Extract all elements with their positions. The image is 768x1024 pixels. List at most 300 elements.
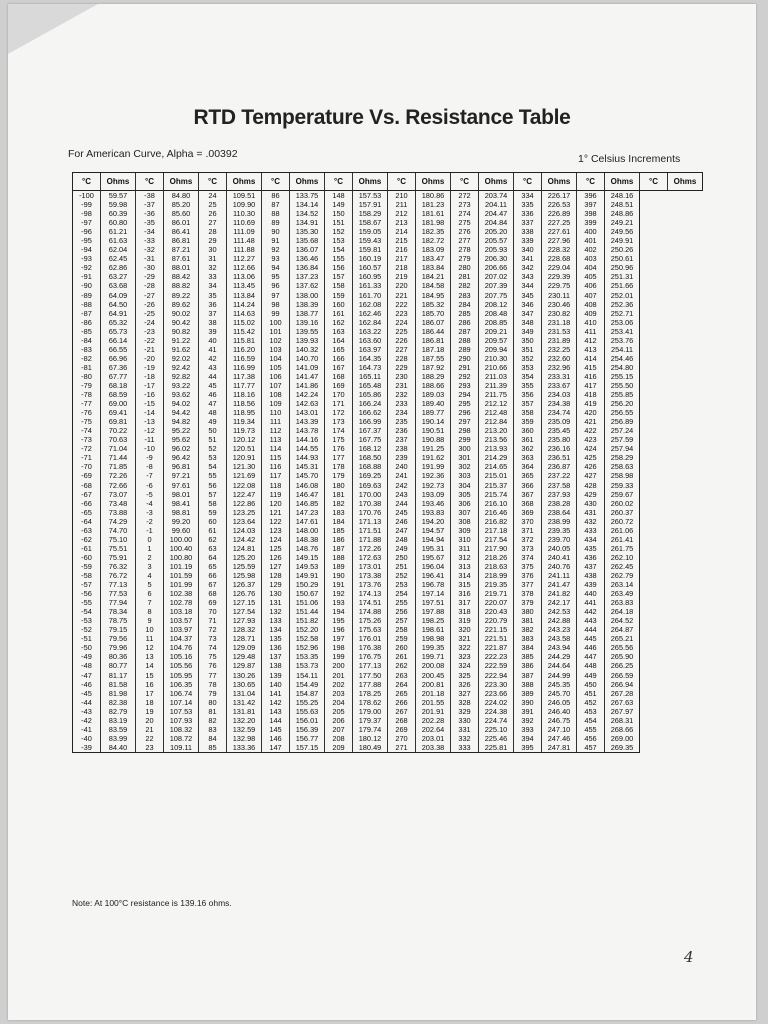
celsius-cell: -77 [73, 399, 101, 408]
ohms-cell: 210.30 [479, 354, 514, 363]
celsius-cell: -14 [136, 408, 164, 417]
ohms-cell: 268.31 [605, 716, 640, 725]
ohms-cell: 72.26 [101, 471, 136, 480]
table-row [73, 191, 703, 201]
celsius-cell: 144 [262, 716, 290, 725]
ohms-cell: 189.03 [416, 390, 451, 399]
celsius-cell: -1 [136, 526, 164, 535]
curve-label: For American Curve, Alpha = .00392 [68, 148, 238, 160]
celsius-cell: 241 [388, 471, 416, 480]
ohms-cell: 230.11 [542, 291, 577, 300]
ohms-cell: 252.01 [605, 291, 640, 300]
ohms-cell: 153.73 [290, 661, 325, 670]
ohms-cell: 200.08 [416, 661, 451, 670]
celsius-cell: 444 [577, 625, 605, 634]
celsius-cell: 291 [451, 363, 479, 372]
table-row [73, 544, 703, 553]
celsius-cell: 10 [136, 625, 164, 634]
celsius-cell: 408 [577, 300, 605, 309]
celsius-cell: 431 [577, 508, 605, 517]
ohms-cell: 152.96 [290, 643, 325, 652]
ohms-cell: 127.93 [227, 616, 262, 625]
ohms-cell: 93.22 [164, 381, 199, 390]
ohms-cell: 163.60 [353, 336, 388, 345]
ohms-cell: 261.75 [605, 544, 640, 553]
celsius-cell: 336 [514, 209, 542, 218]
header-celsius: °C [451, 173, 479, 191]
ohms-cell: 105.16 [164, 652, 199, 661]
ohms-cell: 129.48 [227, 652, 262, 661]
ohms-cell: 75.10 [101, 535, 136, 544]
ohms-cell: 261.06 [605, 526, 640, 535]
celsius-cell: 316 [451, 589, 479, 598]
celsius-cell: 141 [262, 689, 290, 698]
celsius-cell: 447 [577, 652, 605, 661]
ohms-cell: 237.22 [542, 471, 577, 480]
celsius-cell: -36 [136, 209, 164, 218]
ohms-cell: 113.06 [227, 272, 262, 281]
ohms-cell: 247.81 [542, 743, 577, 753]
ohms-cell: 261.41 [605, 535, 640, 544]
ohms-cell: 112.27 [227, 254, 262, 263]
table-row [73, 535, 703, 544]
celsius-cell: -75 [73, 417, 101, 426]
celsius-cell: -5 [136, 490, 164, 499]
celsius-cell: -69 [73, 471, 101, 480]
celsius-cell: 284 [451, 300, 479, 309]
celsius-cell: 362 [514, 444, 542, 453]
ohms-cell: 187.92 [416, 363, 451, 372]
celsius-cell: 99 [262, 309, 290, 318]
ohms-cell: 234.03 [542, 390, 577, 399]
table-row [73, 245, 703, 254]
celsius-cell: 134 [262, 625, 290, 634]
celsius-cell: 322 [451, 643, 479, 652]
ohms-cell: 166.24 [353, 399, 388, 408]
ohms-cell: 171.88 [353, 535, 388, 544]
celsius-cell: 233 [388, 399, 416, 408]
celsius-cell: 186 [325, 535, 353, 544]
ohms-cell: 185.70 [416, 309, 451, 318]
celsius-cell: 406 [577, 281, 605, 290]
ohms-cell: 71.85 [101, 462, 136, 471]
celsius-cell: 393 [514, 725, 542, 734]
celsius-cell: -74 [73, 426, 101, 435]
celsius-cell: 276 [451, 227, 479, 236]
celsius-cell: 96 [262, 281, 290, 290]
celsius-cell: -34 [136, 227, 164, 236]
folded-corner [8, 4, 98, 54]
celsius-cell: 220 [388, 281, 416, 290]
ohms-cell: 103.18 [164, 607, 199, 616]
celsius-cell: -13 [136, 417, 164, 426]
ohms-cell: 216.46 [479, 508, 514, 517]
celsius-cell: 150 [325, 209, 353, 218]
ohms-cell: 159.43 [353, 236, 388, 245]
ohms-cell: 100.40 [164, 544, 199, 553]
celsius-cell: 238 [388, 444, 416, 453]
celsius-cell: 80 [199, 698, 227, 707]
celsius-cell: 317 [451, 598, 479, 607]
ohms-cell: 70.22 [101, 426, 136, 435]
celsius-cell: 405 [577, 272, 605, 281]
celsius-cell: 83 [199, 725, 227, 734]
ohms-cell: 267.28 [605, 689, 640, 698]
ohms-cell: 184.58 [416, 281, 451, 290]
celsius-cell: 415 [577, 363, 605, 372]
ohms-cell: 115.81 [227, 336, 262, 345]
ohms-cell: 232.96 [542, 363, 577, 372]
celsius-cell: 16 [136, 680, 164, 689]
header-ohms: Ohms [479, 173, 514, 191]
celsius-cell: 305 [451, 490, 479, 499]
celsius-cell: 288 [451, 336, 479, 345]
ohms-cell: 161.33 [353, 281, 388, 290]
celsius-cell: 246 [388, 517, 416, 526]
ohms-cell: 66.96 [101, 354, 136, 363]
celsius-cell: 421 [577, 417, 605, 426]
ohms-cell: 189.40 [416, 399, 451, 408]
celsius-cell: 255 [388, 598, 416, 607]
celsius-cell: -39 [73, 743, 101, 753]
celsius-cell: 156 [325, 263, 353, 272]
celsius-cell: 311 [451, 544, 479, 553]
ohms-cell: 156.77 [290, 734, 325, 743]
ohms-cell: 181.23 [416, 200, 451, 209]
ohms-cell: 154.87 [290, 689, 325, 698]
celsius-cell: 341 [514, 254, 542, 263]
ohms-cell: 196.41 [416, 571, 451, 580]
ohms-cell: 237.58 [542, 481, 577, 490]
ohms-cell: 211.03 [479, 372, 514, 381]
ohms-cell: 158.67 [353, 218, 388, 227]
table-row [73, 417, 703, 426]
ohms-cell: 156.39 [290, 725, 325, 734]
ohms-cell: 166.62 [353, 408, 388, 417]
ohms-cell: 77.13 [101, 580, 136, 589]
celsius-cell: 327 [451, 689, 479, 698]
celsius-cell: 436 [577, 553, 605, 562]
table-row [73, 281, 703, 290]
celsius-cell: 300 [451, 444, 479, 453]
ohms-cell: 192.36 [416, 471, 451, 480]
celsius-cell: 39 [199, 327, 227, 336]
celsius-cell: 457 [577, 743, 605, 753]
ohms-cell: 259.33 [605, 481, 640, 490]
ohms-cell: 215.01 [479, 471, 514, 480]
celsius-cell: 450 [577, 680, 605, 689]
ohms-cell: 176.75 [353, 652, 388, 661]
ohms-cell: 82.38 [101, 698, 136, 707]
celsius-cell: 266 [388, 698, 416, 707]
celsius-cell: 94 [262, 263, 290, 272]
celsius-cell: 240 [388, 462, 416, 471]
ohms-cell: 136.46 [290, 254, 325, 263]
table-row [73, 743, 703, 753]
table-row [73, 553, 703, 562]
celsius-cell: -31 [136, 254, 164, 263]
ohms-cell: 173.76 [353, 580, 388, 589]
ohms-cell: 225.81 [479, 743, 514, 753]
celsius-cell: 133 [262, 616, 290, 625]
ohms-cell: 208.12 [479, 300, 514, 309]
celsius-cell: 349 [514, 327, 542, 336]
celsius-cell: 169 [325, 381, 353, 390]
ohms-cell: 149.53 [290, 562, 325, 571]
ohms-cell: 233.67 [542, 381, 577, 390]
table-row [73, 390, 703, 399]
table-row [73, 625, 703, 634]
celsius-cell: 356 [514, 390, 542, 399]
celsius-cell: 374 [514, 553, 542, 562]
celsius-cell: 398 [577, 209, 605, 218]
table-row [73, 481, 703, 490]
ohms-cell: 250.61 [605, 254, 640, 263]
ohms-cell: 101.99 [164, 580, 199, 589]
celsius-cell: 4 [136, 571, 164, 580]
table-row [73, 517, 703, 526]
celsius-cell: 380 [514, 607, 542, 616]
celsius-cell: 65 [199, 562, 227, 571]
ohms-cell: 163.22 [353, 327, 388, 336]
celsius-cell: 73 [199, 634, 227, 643]
ohms-cell: 217.54 [479, 535, 514, 544]
ohms-cell: 184.21 [416, 272, 451, 281]
ohms-cell: 97.21 [164, 471, 199, 480]
table-row [73, 435, 703, 444]
celsius-cell: 448 [577, 661, 605, 670]
table-row [73, 318, 703, 327]
celsius-cell: 168 [325, 372, 353, 381]
table-row [73, 236, 703, 245]
celsius-cell: 43 [199, 363, 227, 372]
ohms-cell: 89.22 [164, 291, 199, 300]
ohms-cell: 122.08 [227, 481, 262, 490]
celsius-cell: 368 [514, 499, 542, 508]
celsius-cell: 287 [451, 327, 479, 336]
ohms-cell: 129.87 [227, 661, 262, 670]
celsius-cell: 194 [325, 607, 353, 616]
celsius-cell: 237 [388, 435, 416, 444]
celsius-cell: 219 [388, 272, 416, 281]
celsius-cell: 449 [577, 670, 605, 679]
ohms-cell: 184.95 [416, 291, 451, 300]
celsius-cell: 123 [262, 526, 290, 535]
celsius-cell: 438 [577, 571, 605, 580]
ohms-cell: 132.59 [227, 725, 262, 734]
celsius-cell: 89 [262, 218, 290, 227]
celsius-cell: 364 [514, 462, 542, 471]
ohms-cell: 150.29 [290, 580, 325, 589]
ohms-cell: 87.21 [164, 245, 199, 254]
celsius-cell: 31 [199, 254, 227, 263]
celsius-cell: 26 [199, 209, 227, 218]
celsius-cell: 259 [388, 634, 416, 643]
celsius-cell: 378 [514, 589, 542, 598]
ohms-cell: 224.74 [479, 716, 514, 725]
header-celsius: °C [388, 173, 416, 191]
ohms-cell: 148.76 [290, 544, 325, 553]
ohms-cell: 59.98 [101, 200, 136, 209]
celsius-cell: 248 [388, 535, 416, 544]
ohms-cell: 125.98 [227, 571, 262, 580]
celsius-cell: 93 [262, 254, 290, 263]
ohms-cell: 146.85 [290, 499, 325, 508]
table-row [73, 698, 703, 707]
celsius-cell: 325 [451, 670, 479, 679]
celsius-cell: 225 [388, 327, 416, 336]
ohms-cell: 155.25 [290, 698, 325, 707]
celsius-cell: -11 [136, 435, 164, 444]
ohms-cell: 162.46 [353, 309, 388, 318]
ohms-cell: 185.32 [416, 300, 451, 309]
ohms-cell: 123.25 [227, 508, 262, 517]
ohms-cell: 223.66 [479, 689, 514, 698]
ohms-cell: 134.91 [290, 218, 325, 227]
celsius-cell: 128 [262, 571, 290, 580]
ohms-cell: 180.12 [353, 734, 388, 743]
ohms-cell: 94.42 [164, 408, 199, 417]
celsius-cell: 385 [514, 652, 542, 661]
celsius-cell: 124 [262, 535, 290, 544]
celsius-cell: -48 [73, 661, 101, 670]
ohms-cell: 69.00 [101, 399, 136, 408]
celsius-cell: 116 [262, 462, 290, 471]
celsius-cell: 422 [577, 426, 605, 435]
ohms-cell: 242.17 [542, 598, 577, 607]
celsius-cell: 190 [325, 571, 353, 580]
celsius-cell: 396 [577, 191, 605, 201]
ohms-cell: 141.47 [290, 372, 325, 381]
celsius-cell: 247 [388, 526, 416, 535]
celsius-cell: 119 [262, 490, 290, 499]
celsius-cell: 98 [262, 300, 290, 309]
ohms-cell: 143.01 [290, 408, 325, 417]
ohms-cell: 236.16 [542, 444, 577, 453]
ohms-cell: 245.70 [542, 689, 577, 698]
ohms-cell: 129.09 [227, 643, 262, 652]
celsius-cell: -79 [73, 381, 101, 390]
table-row [73, 707, 703, 716]
celsius-cell: -96 [73, 227, 101, 236]
celsius-cell: -56 [73, 589, 101, 598]
table-row [73, 300, 703, 309]
celsius-cell: -66 [73, 499, 101, 508]
celsius-cell: 111 [262, 417, 290, 426]
celsius-cell: 433 [577, 526, 605, 535]
celsius-cell: 452 [577, 698, 605, 707]
ohms-cell: 227.25 [542, 218, 577, 227]
table-row [73, 399, 703, 408]
ohms-cell: 221.87 [479, 643, 514, 652]
celsius-cell: 273 [451, 200, 479, 209]
ohms-cell: 260.72 [605, 517, 640, 526]
table-row [73, 263, 703, 272]
ohms-cell: 77.53 [101, 589, 136, 598]
ohms-cell: 255.50 [605, 381, 640, 390]
celsius-cell: 426 [577, 462, 605, 471]
ohms-cell: 243.23 [542, 625, 577, 634]
ohms-cell: 90.02 [164, 309, 199, 318]
celsius-cell: -72 [73, 444, 101, 453]
ohms-cell: 62.86 [101, 263, 136, 272]
celsius-cell: -51 [73, 634, 101, 643]
celsius-cell: 86 [262, 191, 290, 201]
ohms-cell: 104.37 [164, 634, 199, 643]
ohms-cell: 132.20 [227, 716, 262, 725]
ohms-cell: 187.55 [416, 354, 451, 363]
celsius-cell: 7 [136, 598, 164, 607]
celsius-cell: 40 [199, 336, 227, 345]
celsius-cell: 114 [262, 444, 290, 453]
celsius-cell: 152 [325, 227, 353, 236]
ohms-cell: 115.02 [227, 318, 262, 327]
celsius-cell: 275 [451, 218, 479, 227]
ohms-cell: 148.38 [290, 535, 325, 544]
celsius-cell: 298 [451, 426, 479, 435]
celsius-cell: 414 [577, 354, 605, 363]
ohms-cell: 224.02 [479, 698, 514, 707]
ohms-cell: 254.80 [605, 363, 640, 372]
celsius-cell: 185 [325, 526, 353, 535]
ohms-cell: 121.69 [227, 471, 262, 480]
ohms-cell: 216.82 [479, 517, 514, 526]
ohms-cell: 116.59 [227, 354, 262, 363]
ohms-cell: 241.47 [542, 580, 577, 589]
celsius-cell: 303 [451, 471, 479, 480]
ohms-cell: 213.93 [479, 444, 514, 453]
ohms-cell: 140.32 [290, 345, 325, 354]
ohms-cell: 170.00 [353, 490, 388, 499]
table-row [73, 272, 703, 281]
celsius-cell: 125 [262, 544, 290, 553]
ohms-cell: 195.31 [416, 544, 451, 553]
ohms-cell: 228.32 [542, 245, 577, 254]
celsius-cell: -93 [73, 254, 101, 263]
celsius-cell: 340 [514, 245, 542, 254]
ohms-cell: 130.26 [227, 670, 262, 679]
ohms-cell: 227.61 [542, 227, 577, 236]
ohms-cell: 215.74 [479, 490, 514, 499]
celsius-cell: 205 [325, 707, 353, 716]
table-row [73, 589, 703, 598]
ohms-cell: 124.03 [227, 526, 262, 535]
ohms-cell: 144.93 [290, 453, 325, 462]
ohms-cell: 175.26 [353, 616, 388, 625]
ohms-cell: 106.35 [164, 680, 199, 689]
ohms-cell: 264.52 [605, 616, 640, 625]
celsius-cell: 292 [451, 372, 479, 381]
ohms-cell: 110.30 [227, 209, 262, 218]
ohms-cell: 94.82 [164, 417, 199, 426]
ohms-cell: 81.17 [101, 670, 136, 679]
celsius-cell: 109 [262, 399, 290, 408]
celsius-cell: 375 [514, 562, 542, 571]
celsius-cell: -100 [73, 191, 101, 201]
ohms-cell: 96.81 [164, 462, 199, 471]
celsius-cell: 120 [262, 499, 290, 508]
celsius-cell: 267 [388, 707, 416, 716]
ohms-cell: 107.53 [164, 707, 199, 716]
ohms-cell: 235.80 [542, 435, 577, 444]
ohms-cell: 152.20 [290, 625, 325, 634]
ohms-cell: 180.49 [353, 743, 388, 753]
celsius-cell: 234 [388, 408, 416, 417]
celsius-cell: -62 [73, 535, 101, 544]
celsius-cell: 346 [514, 300, 542, 309]
ohms-cell: 255.15 [605, 372, 640, 381]
ohms-cell: 64.91 [101, 309, 136, 318]
